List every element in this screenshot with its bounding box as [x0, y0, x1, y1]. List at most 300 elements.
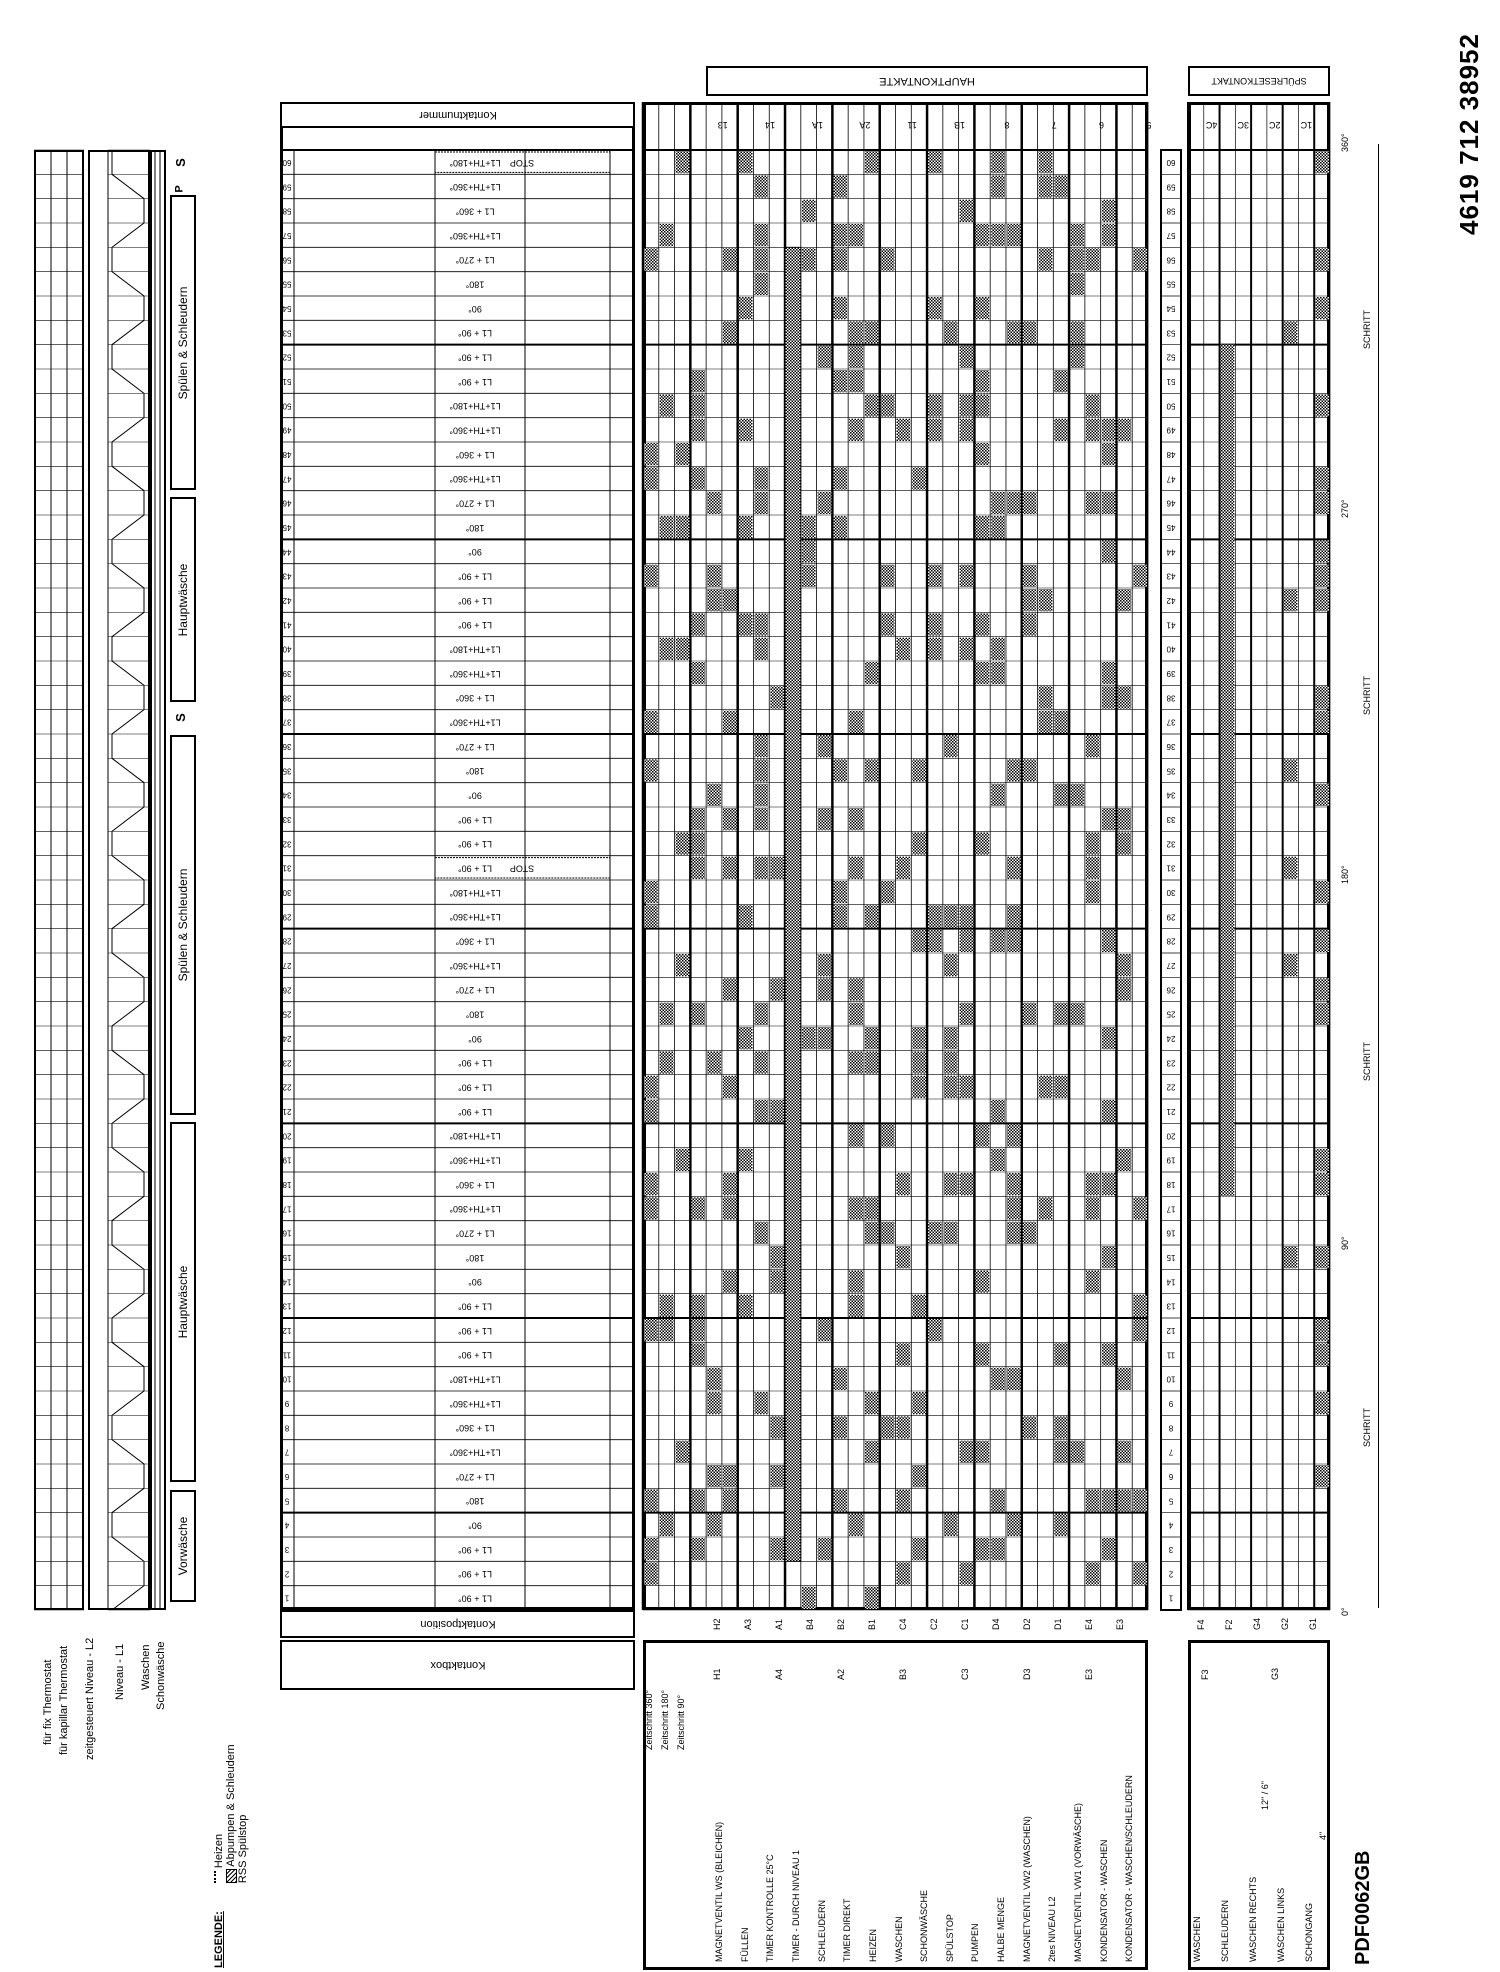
- contact-cell: [676, 151, 690, 173]
- stepnum: 24: [1166, 1034, 1176, 1044]
- contact-cell: [802, 516, 816, 538]
- contact-cell: [1086, 1562, 1100, 1584]
- step-value: L1 + 360°: [455, 1423, 495, 1434]
- contact-cell: [707, 784, 721, 806]
- contact-cell: [849, 1124, 863, 1146]
- contact-cell: [707, 565, 721, 587]
- hauptkontakte-header: HAUPTKONTAKTE: [706, 66, 1148, 96]
- contact-cell: [1007, 759, 1021, 781]
- function-label: HALBE MENGE: [996, 1896, 1007, 1962]
- contact-cell: [1070, 1003, 1084, 1025]
- contact-cell: [975, 394, 989, 416]
- stepnum: 16: [1166, 1228, 1176, 1238]
- contact-cell: [928, 394, 942, 416]
- stepnum: 13: [1166, 1301, 1176, 1311]
- contact-cell: [881, 1222, 895, 1244]
- contact-cell: [1133, 565, 1147, 587]
- contact-cell: [960, 638, 974, 660]
- contact-cell: [770, 1538, 784, 1560]
- contact-cell: [1102, 492, 1116, 514]
- contact-cell: [912, 1027, 926, 1049]
- contact-cell: [1054, 711, 1068, 733]
- contact-cell: [676, 516, 690, 538]
- step-value: L1 + 360°: [455, 936, 495, 947]
- spuel-header: 2C: [1269, 120, 1281, 130]
- contact-cell: [644, 1319, 658, 1341]
- contact-cell: [660, 1051, 674, 1073]
- function-label: KONDENSATOR - WASCHEN: [1098, 1839, 1109, 1962]
- step-value: 90°: [468, 303, 482, 314]
- spuel-cell: [1284, 954, 1298, 976]
- contact-cell: [691, 808, 705, 830]
- spuel-contact-position-label: F2: [1224, 1619, 1234, 1630]
- schritt-label: SCHRITT: [1362, 310, 1372, 349]
- contact-box-label: B3: [898, 1668, 908, 1680]
- contact-cell: [644, 248, 658, 270]
- contact-cell: [644, 1197, 658, 1219]
- contact-cell: [660, 224, 674, 246]
- stepnum: 50: [1166, 401, 1176, 411]
- function-label: TIMER DIREKT: [842, 1898, 853, 1962]
- contact-cell: [1007, 1173, 1021, 1195]
- contact-cell: [818, 954, 832, 976]
- contact-cell: [849, 1003, 863, 1025]
- contact-cell: [833, 224, 847, 246]
- contact-cell: [991, 151, 1005, 173]
- spuel-cell: [1315, 1246, 1329, 1268]
- stepnum: 42: [1166, 596, 1176, 606]
- contact-cell: [991, 638, 1005, 660]
- contact-cell: [849, 1197, 863, 1219]
- step-number: 17: [282, 1204, 292, 1214]
- legend-item-pumpen: Abpumpen & Schleudern: [225, 1744, 237, 1867]
- contact-cell: [1007, 492, 1021, 514]
- stepnum: 56: [1166, 255, 1176, 265]
- spuel-header: 4C: [1205, 120, 1218, 130]
- stepnum: 54: [1166, 304, 1176, 314]
- contact-cell: [849, 419, 863, 441]
- contact-cell: [897, 1562, 911, 1584]
- stepnum: 7: [1168, 1447, 1174, 1457]
- stepnum: 26: [1166, 985, 1176, 995]
- stepnum: 52: [1166, 352, 1176, 362]
- step-number: 36: [282, 742, 292, 752]
- thermostat-strip: [34, 150, 84, 1610]
- contact-cell: [1102, 1100, 1116, 1122]
- stepnum: 51: [1166, 377, 1176, 387]
- contact-cell: [660, 1319, 674, 1341]
- contact-cell: [802, 1587, 816, 1609]
- contact-cell: [1117, 589, 1131, 611]
- contact-cell: [723, 1173, 737, 1195]
- contact-cell: [723, 248, 737, 270]
- step-table-grid: [280, 102, 635, 1610]
- step-number: 42: [282, 596, 292, 606]
- stepnum: 46: [1166, 498, 1176, 508]
- step-number: 11: [282, 1350, 292, 1360]
- schritt-arrow: [1378, 144, 1379, 510]
- contact-cell: [991, 784, 1005, 806]
- step-value: L1 + 90°: [458, 595, 492, 606]
- contact-cell: [1007, 1197, 1021, 1219]
- contact-cell: [1086, 1270, 1100, 1292]
- contact-cell: [1070, 1441, 1084, 1463]
- spuel-cell: [1284, 589, 1298, 611]
- contact-cell: [644, 1489, 658, 1511]
- contact-cell: [1117, 1149, 1131, 1171]
- contact-cell: [975, 1270, 989, 1292]
- contact-cell: [691, 832, 705, 854]
- stepnum: 20: [1166, 1131, 1176, 1141]
- contact-cell: [754, 638, 768, 660]
- contact-cell: [754, 1100, 768, 1122]
- spuelkontakt-header: SPÜLRESETKONTAKT: [1188, 66, 1330, 96]
- contact-cell: [912, 1076, 926, 1098]
- stepnum: 53: [1166, 328, 1176, 338]
- contact-cell: [1039, 1197, 1053, 1219]
- stepnum: 29: [1166, 912, 1176, 922]
- step-number: 15: [282, 1253, 292, 1263]
- contact-position-label: H2: [712, 1618, 722, 1630]
- contact-cell: [1102, 200, 1116, 222]
- stepnum: 39: [1166, 669, 1176, 679]
- contact-position-label: B2: [836, 1618, 846, 1630]
- step-number: 23: [282, 1058, 292, 1068]
- step-number: 49: [282, 425, 292, 435]
- contact-cell: [1117, 1441, 1131, 1463]
- contact-cell: [723, 857, 737, 879]
- contact-cell: [1102, 540, 1116, 562]
- step-number-column: [1160, 150, 1182, 1610]
- contact-cell: [770, 1246, 784, 1268]
- contact-cell: [1039, 1076, 1053, 1098]
- spuel-cell: [1315, 711, 1329, 733]
- spuel-band: [1221, 345, 1235, 1197]
- contact-cell: [1133, 1562, 1147, 1584]
- contact-cell: [1086, 394, 1100, 416]
- stepnum: 3: [1168, 1545, 1174, 1555]
- contact-box-label: A4: [774, 1668, 784, 1680]
- contact-cell: [991, 662, 1005, 684]
- function-label: TIMER - DURCH NIVEAU 1: [790, 1849, 801, 1962]
- spuel-contact-box-label: G3: [1270, 1667, 1280, 1680]
- legend-title: LEGENDE:: [213, 1911, 225, 1968]
- spuel-cell: [1315, 297, 1329, 319]
- contact-cell: [691, 1538, 705, 1560]
- schritt-label: SCHRITT: [1362, 1408, 1372, 1447]
- contact-cell: [770, 1100, 784, 1122]
- contact-cell: [660, 1295, 674, 1317]
- step-number: 4: [284, 1520, 290, 1530]
- contact-cell: [754, 735, 768, 757]
- contact-cell: [960, 565, 974, 587]
- contact-cell: [833, 1416, 847, 1438]
- spuel-cell: [1315, 540, 1329, 562]
- contact-cell: [739, 297, 753, 319]
- step-number: 2: [284, 1569, 290, 1579]
- stepnum: 25: [1166, 1009, 1176, 1019]
- contact-cell: [770, 857, 784, 879]
- contact-cell: [975, 516, 989, 538]
- label-fix-thermostat: für fix Thermostat: [42, 1659, 54, 1745]
- stepnum: 38: [1166, 693, 1176, 703]
- step-value: L1+TH+360°: [449, 1398, 501, 1409]
- contact-cell: [691, 857, 705, 879]
- step-value: 90°: [468, 1277, 482, 1288]
- contact-cell: [1023, 492, 1037, 514]
- contact-cell: [707, 1051, 721, 1073]
- stepnum: 37: [1166, 717, 1176, 727]
- step-value: L1 + 90°: [458, 814, 492, 825]
- contact-position-label: D4: [991, 1618, 1001, 1630]
- step-number: 18: [282, 1180, 292, 1190]
- contact-cell: [739, 1149, 753, 1171]
- step-number: 13: [282, 1301, 292, 1311]
- step-number: 58: [282, 206, 292, 216]
- contact-cell: [754, 175, 768, 197]
- step-value: L1 + 90°: [458, 352, 492, 363]
- contact-cell: [739, 516, 753, 538]
- step-value: 90°: [468, 790, 482, 801]
- function-label: MAGNETVENTIL VW1 (VORWÄSCHE): [1073, 1802, 1084, 1962]
- stepnum: 22: [1166, 1082, 1176, 1092]
- timing-note: 12" / 6": [1260, 1781, 1270, 1810]
- contact-cell: [770, 1465, 784, 1487]
- contact-cell: [691, 1489, 705, 1511]
- contact-cell: [912, 1295, 926, 1317]
- step-number: 25: [282, 1009, 292, 1019]
- contact-cell: [1133, 1489, 1147, 1511]
- timer-band: [785, 247, 801, 1561]
- stepnum: 35: [1166, 766, 1176, 776]
- contact-cell: [833, 175, 847, 197]
- contact-box-label: E3: [1084, 1668, 1094, 1680]
- step-number: 55: [282, 279, 292, 289]
- contact-cell: [1086, 1173, 1100, 1195]
- contact-cell: [644, 443, 658, 465]
- contact-cell: [944, 954, 958, 976]
- step-value: L1+TH+360°: [449, 230, 501, 241]
- contact-cell: [928, 930, 942, 952]
- stepnum: 28: [1166, 936, 1176, 946]
- contact-cell: [770, 1270, 784, 1292]
- contact-position-label: C2: [929, 1618, 939, 1630]
- step-value: L1 + 360°: [455, 1179, 495, 1190]
- schritt-label: SCHRITT: [1362, 676, 1372, 715]
- contact-cell: [975, 662, 989, 684]
- function-label: MAGNETVENTIL VW2 (WASCHEN): [1021, 1816, 1032, 1962]
- contact-cell: [723, 1270, 737, 1292]
- contact-cell: [897, 638, 911, 660]
- contact-cell: [881, 1416, 895, 1438]
- stepnum: 49: [1166, 425, 1176, 435]
- contact-cell: [1117, 1489, 1131, 1511]
- contact-box-label: A2: [836, 1668, 846, 1680]
- contact-cell: [644, 905, 658, 927]
- contact-cell: [1117, 419, 1131, 441]
- stepnum: 32: [1166, 839, 1176, 849]
- contact-cell: [1007, 930, 1021, 952]
- spuel-cell: [1315, 881, 1329, 903]
- contact-position-label: C1: [960, 1618, 970, 1630]
- contact-cell: [912, 1051, 926, 1073]
- contact-cell: [960, 905, 974, 927]
- contact-cell: [849, 978, 863, 1000]
- contact-cell: [960, 1562, 974, 1584]
- label-schonwaesche: Schonwäsche: [155, 1641, 167, 1710]
- contact-cell: [1133, 1197, 1147, 1219]
- contact-cell: [912, 1538, 926, 1560]
- contact-cell: [644, 1100, 658, 1122]
- step-number: 41: [282, 620, 292, 630]
- contact-cell: [944, 905, 958, 927]
- function-label: HEIZEN: [867, 1928, 878, 1962]
- contact-cell: [849, 1514, 863, 1536]
- contact-cell: [897, 1343, 911, 1365]
- schritt-arrow: [1378, 876, 1379, 1242]
- contact-cell: [1117, 954, 1131, 976]
- contact-cell: [897, 1246, 911, 1268]
- legend-item-rss: RSS: [237, 1860, 249, 1884]
- step-value: L1 + 270°: [455, 1471, 495, 1482]
- stepnum: 30: [1166, 888, 1176, 898]
- contact-cell: [676, 832, 690, 854]
- contact-cell: [928, 905, 942, 927]
- contact-cell: [754, 1392, 768, 1414]
- contact-cell: [1054, 175, 1068, 197]
- step-value: L1+TH+360°: [449, 182, 501, 193]
- phase-spuelen-1: Spülen & Schleudern: [170, 735, 196, 1115]
- step-value: L1+TH+360°: [449, 425, 501, 436]
- contact-cell: [660, 638, 674, 660]
- contact-cell: [960, 200, 974, 222]
- label-niveau-l2: zeitgesteuert Niveau - L2: [84, 1637, 96, 1760]
- contact-cell: [960, 1173, 974, 1195]
- step-number: 50: [282, 401, 292, 411]
- contact-cell: [707, 492, 721, 514]
- step-number: 53: [282, 328, 292, 338]
- contact-cell: [865, 905, 879, 927]
- step-value: L1 + 270°: [455, 498, 495, 509]
- contact-cell: [928, 1319, 942, 1341]
- step-number: 54: [282, 304, 292, 314]
- contact-cell: [991, 1538, 1005, 1560]
- contact-cell: [991, 175, 1005, 197]
- step-value: L1 + 360°: [455, 693, 495, 704]
- contact-header: 2A: [859, 120, 871, 130]
- contact-cell: [865, 1392, 879, 1414]
- contact-cell: [1054, 1076, 1068, 1098]
- contact-cell: [754, 1003, 768, 1025]
- contact-cell: [849, 1270, 863, 1292]
- contact-cell: [865, 1587, 879, 1609]
- step-number: 26: [282, 985, 292, 995]
- step-value: L1+TH+360°: [449, 960, 501, 971]
- spuel-cell: [1315, 467, 1329, 489]
- spuel-matrix: [1188, 102, 1330, 1610]
- contact-header: 1A: [811, 120, 823, 130]
- contact-cell: [944, 1076, 958, 1098]
- contact-cell: [754, 224, 768, 246]
- spuel-function-label: WASCHEN RECHTS: [1248, 1876, 1258, 1962]
- contact-cell: [960, 1076, 974, 1098]
- stepnum: 60: [1166, 158, 1176, 168]
- phase-hauptwaesche-2: Hauptwäsche: [170, 497, 196, 702]
- contact-cell: [1023, 589, 1037, 611]
- step-value: L1+TH+360°: [449, 717, 501, 728]
- contact-cell: [1007, 224, 1021, 246]
- contact-cell: [1102, 419, 1116, 441]
- contact-cell: [1102, 443, 1116, 465]
- stepnum: 15: [1166, 1253, 1176, 1263]
- contact-cell: [802, 1027, 816, 1049]
- step-number: 6: [284, 1472, 290, 1482]
- step-value: L1 + 90°: [458, 839, 492, 850]
- function-label: SCHONWÄSCHE: [919, 1889, 930, 1962]
- contact-cell: [881, 881, 895, 903]
- contact-cell: [644, 1076, 658, 1098]
- contact-cell: [833, 297, 847, 319]
- contact-cell: [960, 394, 974, 416]
- spuel-cell: [1315, 978, 1329, 1000]
- step-value: L1 + 90°: [458, 1301, 492, 1312]
- contact-cell: [944, 735, 958, 757]
- contact-cell: [1023, 1222, 1037, 1244]
- spuel-cell: [1315, 784, 1329, 806]
- spuel-cell: [1315, 1392, 1329, 1414]
- step-value: L1+TH+180°: [449, 1374, 501, 1385]
- contact-cell: [1054, 1003, 1068, 1025]
- contact-cell: [754, 784, 768, 806]
- schritt-arrow: [1378, 510, 1379, 876]
- spuel-header: 1C: [1300, 120, 1313, 130]
- contact-cell: [1102, 1489, 1116, 1511]
- contact-cell: [849, 321, 863, 343]
- step-number: 19: [282, 1155, 292, 1165]
- contact-cell: [691, 1319, 705, 1341]
- stepnum: 48: [1166, 450, 1176, 460]
- contact-cell: [1117, 978, 1131, 1000]
- step-value: 180°: [465, 1496, 485, 1507]
- contact-cell: [1117, 808, 1131, 830]
- stepnum: 31: [1166, 863, 1176, 873]
- function-label: 2tes NIVEAU L2: [1047, 1896, 1058, 1962]
- step-number: 60: [282, 158, 292, 168]
- contact-cell: [802, 248, 816, 270]
- contact-cell: [1086, 419, 1100, 441]
- contact-position-label: B1: [867, 1618, 877, 1630]
- step-number: 39: [282, 669, 292, 679]
- contact-cell: [691, 467, 705, 489]
- schritt-arrow: [1378, 1242, 1379, 1608]
- function-label: MAGNETVENTIL WS (BLEICHEN): [714, 1821, 724, 1962]
- step-value: L1+TH+180°: [449, 887, 501, 898]
- contact-cell: [928, 419, 942, 441]
- stop-label: STOP: [509, 863, 535, 874]
- contact-cell: [991, 1149, 1005, 1171]
- step-value: L1 + 90°: [458, 1544, 492, 1555]
- stepnum: 4: [1168, 1520, 1174, 1530]
- contact-cell: [1007, 1222, 1021, 1244]
- contact-cell: [644, 759, 658, 781]
- contact-cell: [881, 248, 895, 270]
- contact-cell: [991, 516, 1005, 538]
- contact-cell: [754, 759, 768, 781]
- stepnum: 12: [1166, 1326, 1176, 1336]
- step-value: L1 + 90°: [458, 1569, 492, 1580]
- spuel-cell: [1315, 1319, 1329, 1341]
- step-value: L1+TH+180°: [449, 1131, 501, 1142]
